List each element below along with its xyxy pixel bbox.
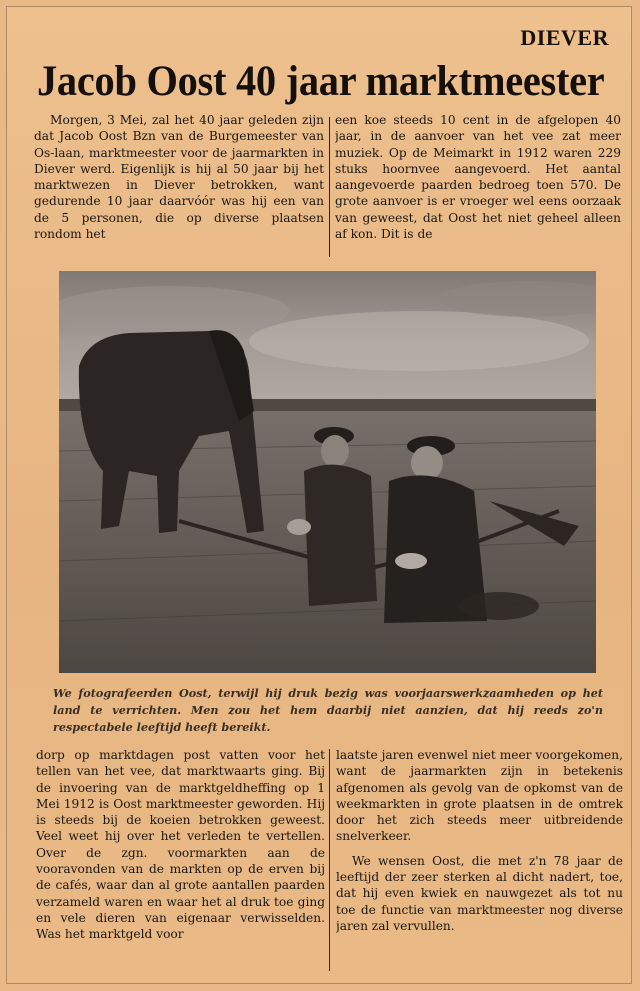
column-rule-bottom xyxy=(329,749,330,971)
paragraph: We wensen Oost, die met z'n 78 jaar de leeftijd der zeer sterken al dicht nadert, toe, dat hij even kwiek en nauwgezet als tot nu toe de functie van marktmeester nog diverse jaren zal vervullen. xyxy=(336,853,623,933)
photo-farmer-with-horse xyxy=(59,271,596,673)
article-column-bottom-left xyxy=(36,747,325,975)
paragraph: laatste jaren evenwel niet meer voorgekomen, want de jaarmarkten zijn in betekenis afgenomen als gevolg van de opkomst van de weekmarkten in grote plaatsen in de omtrek door het zich steeds meer uitbreidende snelverkeer. xyxy=(336,748,623,844)
photo-illustration xyxy=(59,271,596,673)
article-column-bottom-right xyxy=(336,747,623,975)
newspaper-clipping xyxy=(6,6,632,984)
paragraph: Morgen, 3 Mei, zal het 40 jaar geleden zijn dat Jacob Oost Bzn van de Burgemeester van Os-laan, marktmeester voor de jaarmarkten in Diever werd. Eigenlijk is hij al 50 jaar bij het marktwezen in Diever betrokken, want gedurende 10 jaar daarvóór was hij een van de 5 personen, die op diverse plaatsen rondom het xyxy=(34,113,324,242)
headline: Jacob Oost 40 jaar marktmeester xyxy=(37,58,605,105)
photo-caption: We fotografeerden Oost, terwijl hij druk bezig was voorjaarswerkzaamheden op het land te verrichten. Men zou het hem daarbij niet aanzien, dat hij reeds zo'n respectabele leeftijd heeft bereikt. xyxy=(53,686,603,734)
paragraph: een koe steeds 10 cent in de afgelopen 40 jaar, in de aanvoer van het vee zat meer muziek. Op de Meimarkt in 1912 waren 229 stuks hoornvee aangevoerd. Het aantal aangevoerde paarden bedroeg toen 570. De grote aanvoer is er vroeger wel eens oorzaak van geweest, dat Oost het niet geheel alleen af kon. Dit is de xyxy=(335,113,621,242)
paragraph: dorp op marktdagen post vatten voor het tellen van het vee, dat marktwaarts ging. Bij de invoering van de marktgeldheffing op 1 Mei 1912 is Oost marktmeester geworden. Hij is steeds bij de koeien betrokken geweest. Veel weet hij over het verleden te vertellen. Over de zgn. voormarkten aan de vooravonden van de markten op de erven bij de cafés, waar dan al grote aantallen paarden verzameld waren en waar het al druk toe ging en vele dieren van eigenaar verwisselden. Was het marktgeld voor xyxy=(36,748,325,942)
article-column-top-right xyxy=(335,112,621,258)
column-rule-top xyxy=(329,117,330,257)
article-column-top-left xyxy=(34,112,324,258)
section-dateline: DIEVER xyxy=(520,25,609,50)
